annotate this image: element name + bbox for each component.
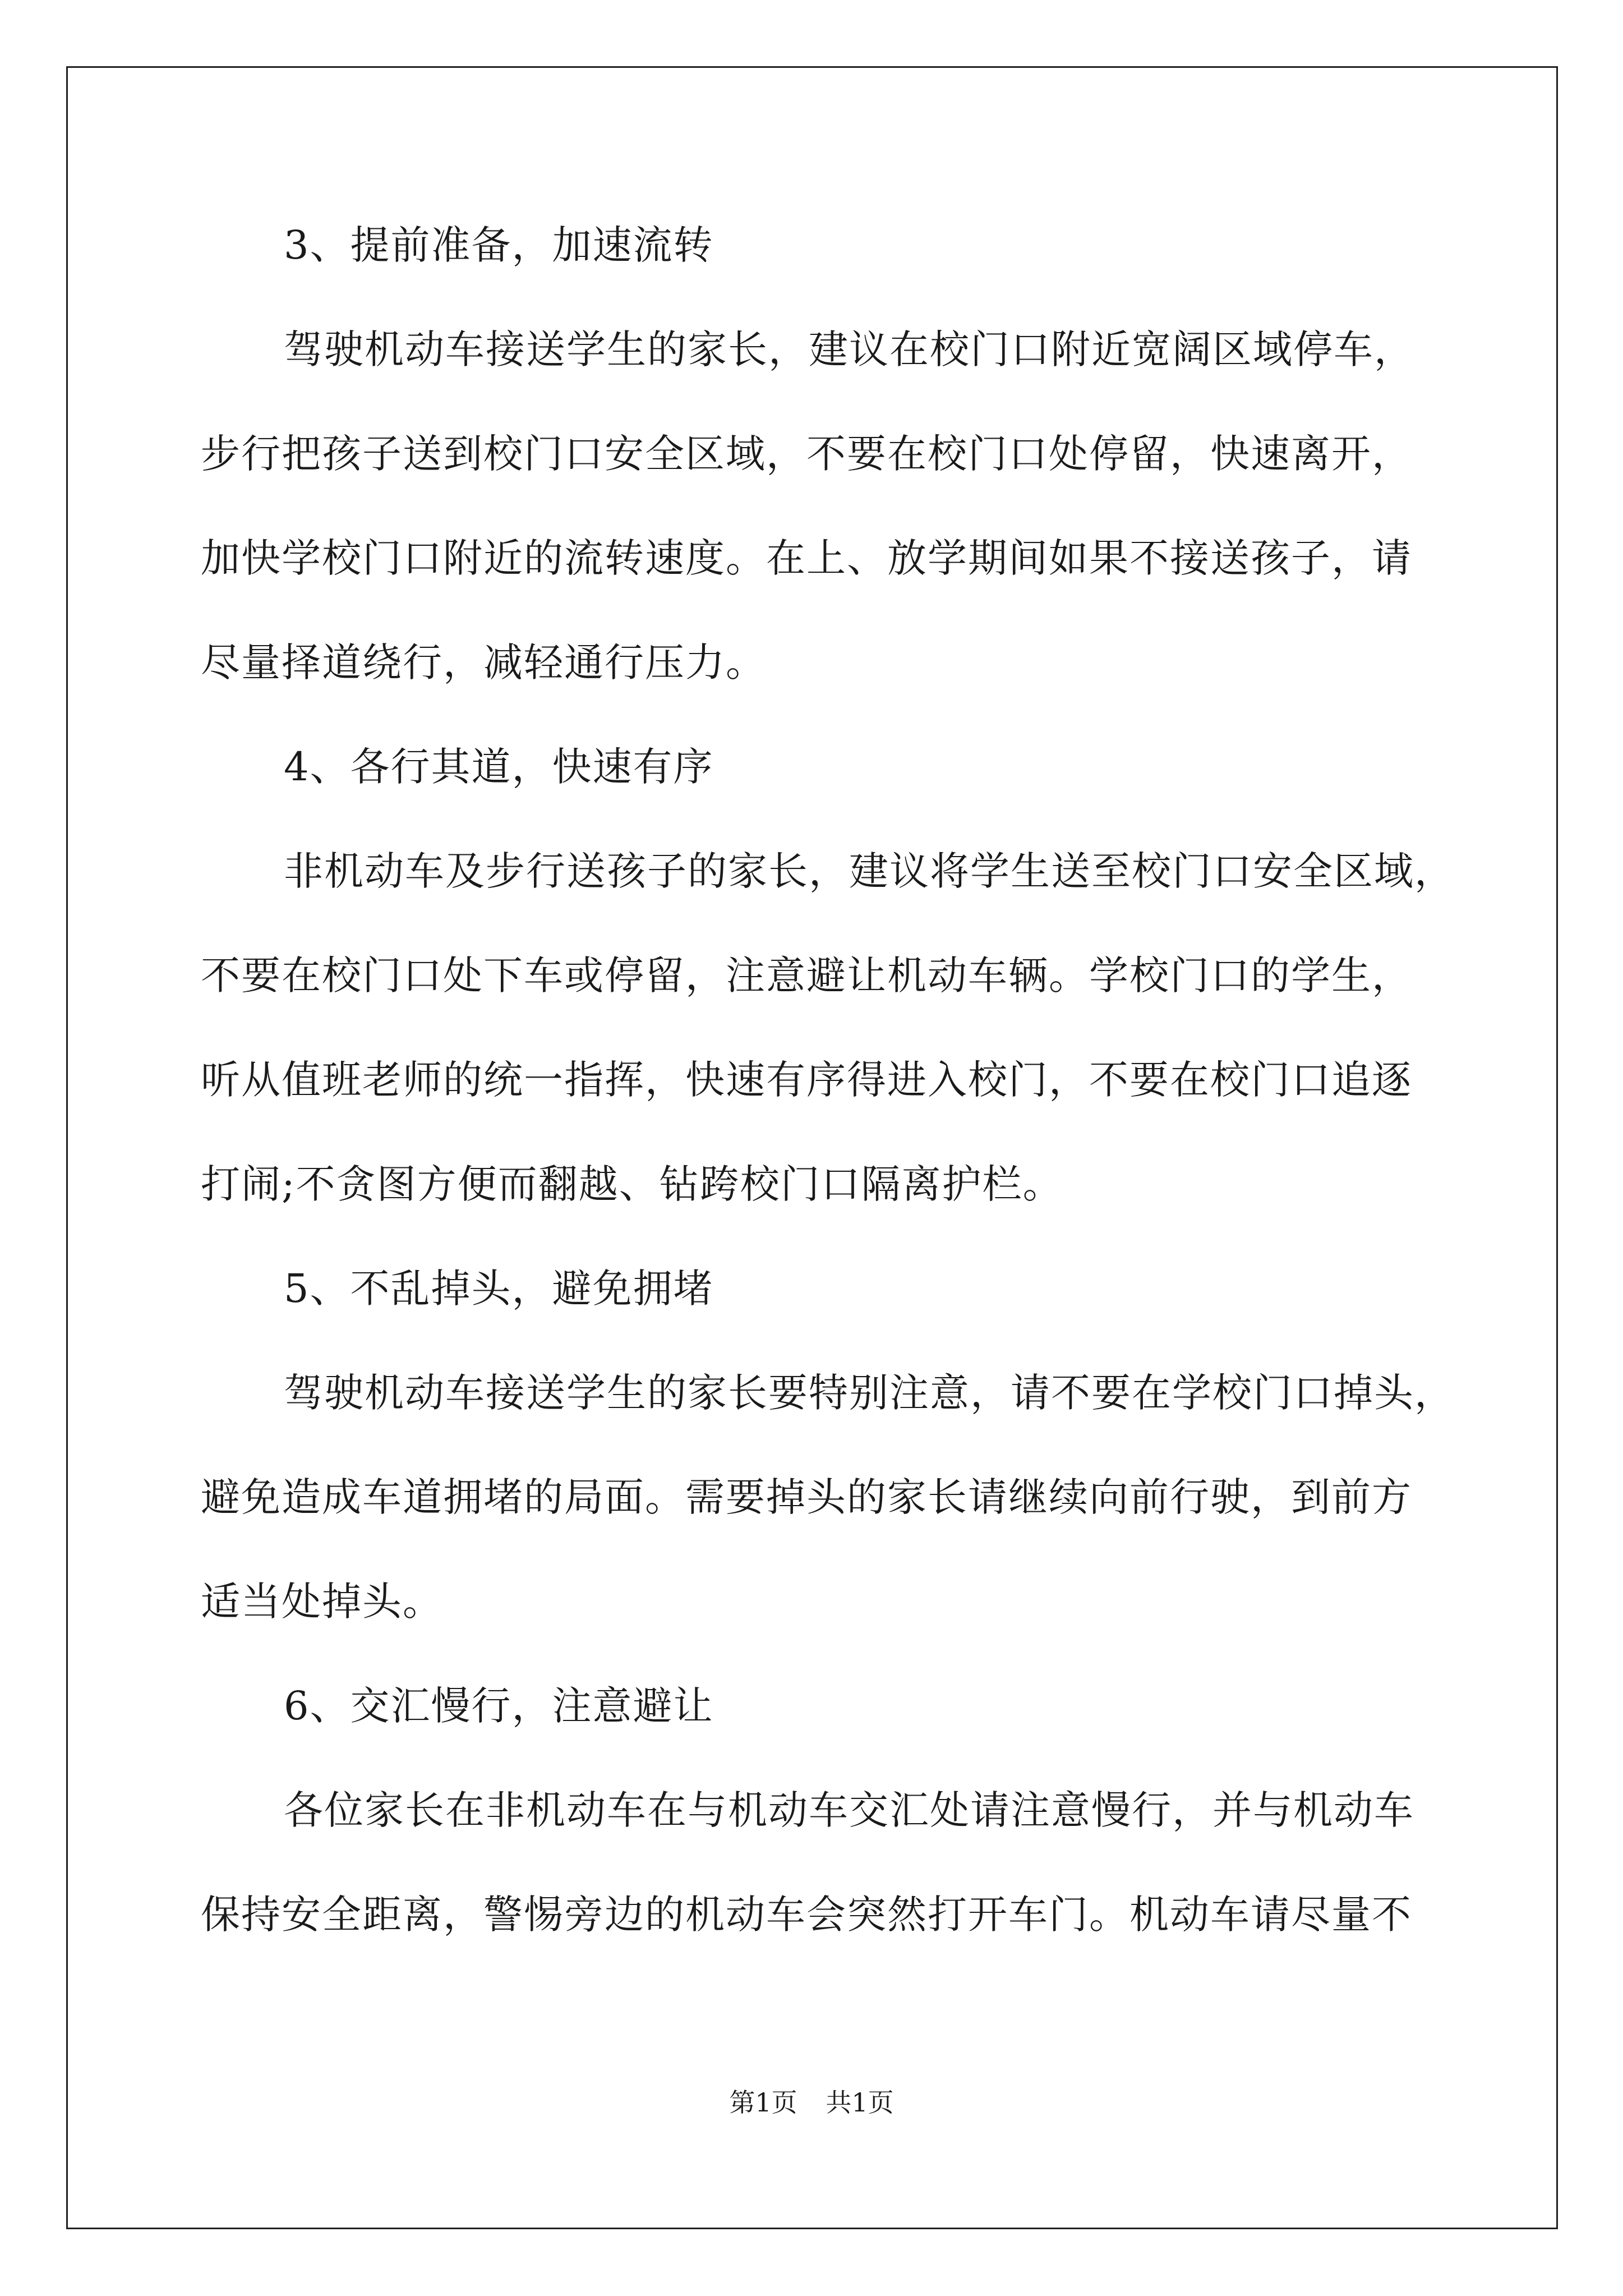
heading-6: 6、交汇慢行，注意避让 (284, 1683, 714, 1729)
paragraph-line: 尽量择道绕行，减轻通行压力。 (201, 639, 766, 685)
document-body (201, 219, 1455, 1993)
paragraph-line: 听从值班老师的统一指挥，快速有序得进入校门，不要在校门口追逐 (201, 1057, 1412, 1103)
paragraph-line: 避免造成车道拥堵的局面。需要掉头的家长请继续向前行驶，到前方 (201, 1474, 1412, 1520)
heading-4: 4、各行其道，快速有序 (284, 744, 714, 790)
paragraph-line: 各位家长在非机动车在与机动车交汇处请注意慢行，并与机动车 (284, 1787, 1414, 1833)
paragraph-line: 不要在校门口处下车或停留，注意避让机动车辆。学校门口的学生， (201, 953, 1412, 999)
paragraph-line: 打闹;不贪图方便而翻越、钻跨校门口隔离护栏。 (201, 1161, 1063, 1207)
heading-3: 3、提前准备，加速流转 (284, 222, 714, 268)
paragraph-line: 保持安全距离，警惕旁边的机动车会突然打开车门。机动车请尽量不 (201, 1892, 1412, 1938)
paragraph-line: 非机动车及步行送孩子的家长，建议将学生送至校门口安全区域， (284, 848, 1455, 894)
paragraph-line: 驾驶机动车接送学生的家长，建议在校门口附近宽阔区域停车， (284, 326, 1414, 372)
paragraph-line: 加快学校门口附近的流转速度。在上、放学期间如果不接送孩子，请 (201, 535, 1412, 581)
page-footer (0, 2086, 1623, 2119)
paragraph-line: 步行把孩子送到校门口安全区域，不要在校门口处停留，快速离开， (201, 431, 1412, 477)
page-number: 第1页 (729, 2087, 797, 2118)
paragraph-line: 适当处掉头。 (201, 1579, 443, 1625)
paragraph-line: 驾驶机动车接送学生的家长要特别注意，请不要在学校门口掉头， (284, 1370, 1455, 1416)
page-total: 共1页 (826, 2087, 894, 2118)
heading-5: 5、不乱掉头，避免拥堵 (284, 1266, 714, 1312)
